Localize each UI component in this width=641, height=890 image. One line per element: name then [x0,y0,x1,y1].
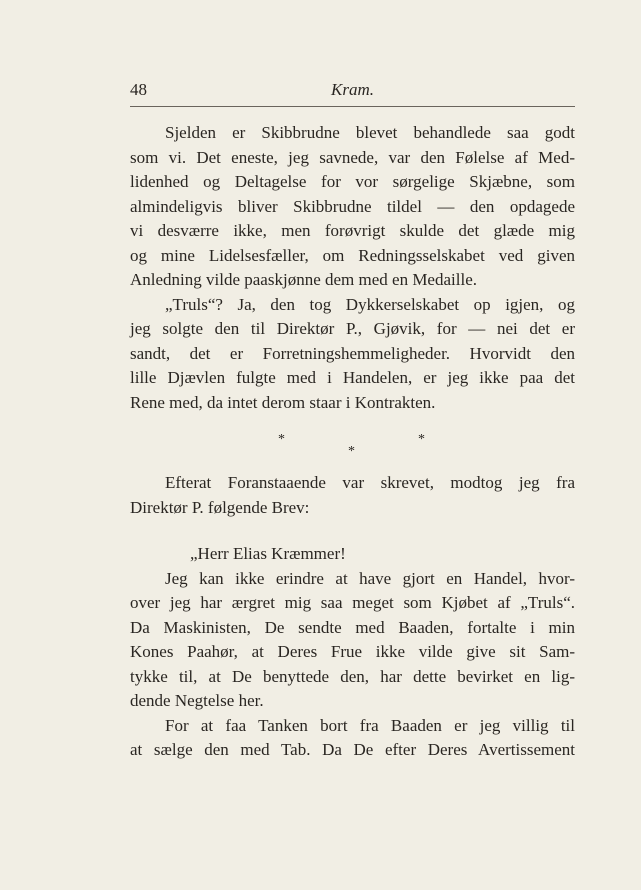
text-line: lille Djævlen fulgte med i Handelen, er jeg ikke paa det [130,368,575,387]
text-line: Efterat Foranstaaende var skrevet, modtog jeg fra [165,473,575,492]
page-header [130,80,575,107]
text-line: Kones Paahør, at Deres Frue ikke vilde give sit Sam- [130,642,575,661]
text-line: som vi. Det eneste, jeg savnede, var den Følelse af Med- [130,147,575,167]
text-line: Da Maskinisten, De sendte med Baaden, fortalte i min [130,617,575,637]
paragraph-3 [130,471,575,520]
page-number: 48 [130,80,147,99]
asterisk: * [278,432,285,447]
letter-gap [130,520,575,542]
text-line: Jeg kan ikke erindre at have gjort en Handel, hvor- [165,568,575,588]
text-line: lidenhed og Deltagelse for vor sørgelige Skjæbne, som [130,172,575,191]
text-line: almindeligvis bliver Skibbrudne tildel — den opdagede [130,196,575,216]
paragraph-2 [130,293,575,416]
text-line: tykke til, at De benyttede den, har dette bevirket en lig- [130,666,575,686]
paragraph-1 [130,121,575,293]
text-line: For at faa Tanken bort fra Baaden er jeg villig til [165,715,575,735]
text-line: at sælge den med Tab. Da De efter Deres Avertissement [130,740,575,759]
text-line: „Truls“? Ja, den tog Dykkerselskabet op igjen, og [165,294,575,314]
text-line: Rene med, da intet derom staar i Kontrakten. [130,392,436,412]
asterisk: * [418,432,425,447]
text-line: sandt, det er Forretningshemmeligheder. Hvorvidt den [130,343,575,363]
asterisk: * [348,444,355,459]
text-line: jeg solgte den til Direktør P., Gjøvik, for — nei det er [130,319,575,338]
text-line: Sjelden er Skibbrudne blevet behandlede saa godt [165,123,575,142]
text-line: Direktør P. følgende Brev: [130,497,310,517]
running-title: Kram. [331,80,374,99]
paragraph-4 [130,567,575,714]
text-line: og mine Lidelsesfæller, om Redningsselskabet ved given [130,245,575,265]
asterism [130,432,575,462]
text-line: dende Negtelse her. [130,691,264,710]
text-line: Anledning vilde paaskjønne dem med en Medaille. [130,270,477,289]
text-line: over jeg har ærgret mig saa meget som Kjøbet af „Truls“. [130,593,575,612]
paragraph-5 [130,714,575,763]
text-line: vi desværre ikke, men forøvrigt skulde det glæde mig [130,221,575,240]
letter-salutation: „Herr Elias Kræmmer! [190,544,346,563]
